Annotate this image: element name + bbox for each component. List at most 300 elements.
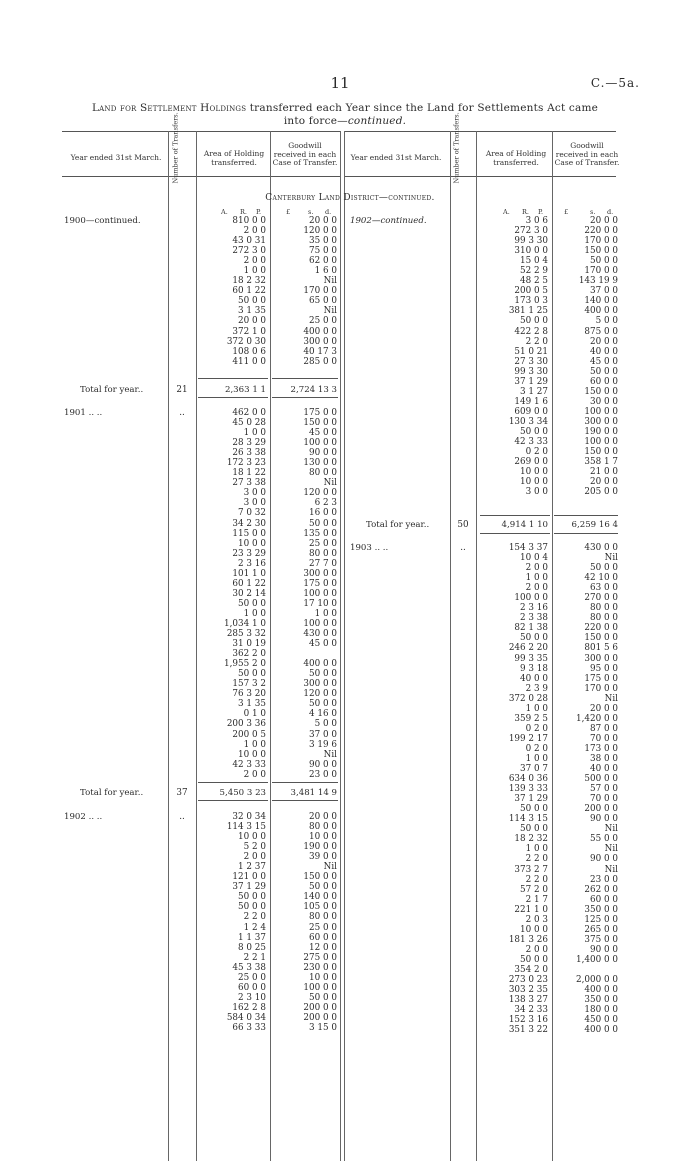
table-cell: 372 0 28 — [508, 693, 548, 704]
transfers-1901: .. — [179, 408, 185, 418]
table-cell: 0 2 0 — [525, 723, 548, 734]
table-cell: 50 0 0 — [309, 882, 337, 893]
table-cell: Nil — [323, 306, 337, 317]
table-cell: 175 0 0 — [303, 578, 337, 589]
table-cell: 50 0 0 — [590, 563, 618, 574]
table-cell: 50 0 0 — [590, 256, 618, 267]
year-label-1900 — [64, 216, 141, 226]
header-goodwill-right: Goodwill received in each Case of Transfer. — [554, 141, 620, 167]
table-cell: 50 0 0 — [238, 892, 266, 903]
table-cell: 373 2 7 — [514, 864, 548, 875]
table-cell: 80 0 0 — [309, 468, 337, 479]
table-cell: 37 0 0 — [309, 729, 337, 740]
table-cell: 3 0 0 — [243, 488, 266, 499]
table-cell: 10 0 0 — [238, 749, 266, 760]
table-cell: 2 3 16 — [520, 603, 548, 614]
table-cell: 28 3 29 — [232, 438, 266, 449]
table-cell: 411 0 0 — [232, 356, 266, 367]
table-cell: 149 1 6 — [514, 396, 548, 407]
table-cell: 265 0 0 — [584, 924, 618, 935]
table-cell: 80 0 0 — [309, 912, 337, 923]
table-cell: 8 0 25 — [238, 942, 266, 953]
table-cell: 200 0 0 — [303, 1012, 337, 1023]
total-rule — [198, 800, 268, 801]
table-cell: 10 0 0 — [309, 832, 337, 843]
table-cell: 100 0 0 — [303, 438, 337, 449]
table-cell: Nil — [323, 862, 337, 873]
table-cell: 34 2 30 — [232, 518, 266, 529]
table-cell: 65 0 0 — [309, 296, 337, 307]
table-cell: 100 0 0 — [303, 618, 337, 629]
table-cell — [554, 965, 618, 975]
table-cell: 300 0 0 — [584, 653, 618, 664]
table-cell: 5 2 0 — [243, 842, 266, 853]
table-cell: 2 3 16 — [238, 558, 266, 569]
table-cell: 20 0 0 — [309, 812, 337, 822]
total-area-1902: 4,914 1 10 — [501, 520, 548, 530]
table-cell: 3 0 0 — [525, 487, 548, 498]
table-cell: 1 0 0 — [243, 739, 266, 750]
total-transfers-1902: 50 — [457, 520, 469, 530]
table-cell: 205 0 0 — [584, 487, 618, 498]
table-cell: 60 0 0 — [590, 894, 618, 905]
table-cell: 60 1 22 — [232, 286, 266, 297]
table-cell: 100 0 0 — [514, 593, 548, 604]
table-cell: 87 0 0 — [590, 723, 618, 734]
table-cell: 17 10 0 — [303, 598, 337, 609]
table-cell: 1 6 0 — [314, 266, 337, 277]
table-cell: 1 0 0 — [525, 844, 548, 855]
table-cell: 25 0 0 — [309, 538, 337, 549]
table-cell: 1 0 0 — [525, 573, 548, 584]
table-cell: 2 3 38 — [520, 613, 548, 624]
table-cell: 2 2 0 — [243, 912, 266, 923]
table-cell: 400 0 0 — [584, 1025, 618, 1036]
table-cell: 358 1 7 — [584, 457, 618, 468]
table-cell: 99 3 35 — [514, 653, 548, 664]
table-cell: 80 0 0 — [309, 548, 337, 559]
table-cell: 500 0 0 — [584, 774, 618, 785]
total-goodwill-1900: 2,724 13 3 — [290, 385, 337, 395]
table-cell: 50 0 0 — [309, 669, 337, 680]
table-cell: 143 19 9 — [578, 276, 618, 287]
table-cell: 246 2 20 — [508, 643, 548, 654]
table-cell: 45 0 28 — [232, 418, 266, 429]
table-cell: 351 3 22 — [508, 1025, 548, 1036]
table-cell: 50 0 0 — [238, 669, 266, 680]
total-rule — [554, 533, 618, 534]
unit-pounds: £ — [286, 208, 291, 216]
total-label-1900: Total for year.. — [80, 385, 144, 395]
table-cell: 80 0 0 — [590, 613, 618, 624]
total-label-1902: Total for year.. — [366, 520, 430, 530]
table-cell: 180 0 0 — [584, 1005, 618, 1016]
table-cell: 230 0 0 — [303, 962, 337, 973]
year-label-1901: 1901 .. .. — [64, 408, 103, 418]
table-cell: 2 0 3 — [525, 914, 548, 925]
table-cell: 270 0 0 — [584, 593, 618, 604]
table-cell: Nil — [604, 844, 618, 855]
table-cell: 50 0 0 — [520, 633, 548, 644]
table-cell: 100 0 0 — [584, 406, 618, 417]
table-cell: 175 0 0 — [584, 673, 618, 684]
column-rule — [340, 131, 341, 1161]
table-cell: 303 2 35 — [508, 985, 548, 996]
table-cell: 90 0 0 — [590, 814, 618, 825]
table-cell: 2 0 0 — [525, 563, 548, 574]
table-cell: 125 0 0 — [584, 914, 618, 925]
table-cell: 2 0 0 — [243, 852, 266, 863]
table-cell: 101 1 0 — [232, 568, 266, 579]
table-cell: 70 0 0 — [590, 794, 618, 805]
table-cell: 2 3 9 — [525, 683, 548, 694]
table-cell: 75 0 0 — [309, 246, 337, 257]
table-cell: 375 0 0 — [584, 934, 618, 945]
table-cell: 1,034 1 0 — [224, 618, 266, 629]
column-rule — [270, 131, 271, 1161]
total-rule — [198, 378, 268, 379]
table-cell: 37 1 29 — [514, 794, 548, 805]
table-cell: 95 0 0 — [590, 663, 618, 674]
unit-acres: A. — [221, 208, 228, 216]
title-continued: continued. — [347, 115, 407, 127]
table-cell: 20 0 0 — [590, 703, 618, 714]
table-cell: 90 0 0 — [590, 854, 618, 865]
table-cell: 50 0 0 — [309, 699, 337, 710]
table-cell: 150 0 0 — [584, 633, 618, 644]
table-cell: 3 1 35 — [238, 699, 266, 710]
table-cell: 400 0 0 — [303, 326, 337, 337]
table-cell: 50 0 0 — [590, 366, 618, 377]
table-cell: 1 0 0 — [243, 266, 266, 277]
table-cell: 66 3 33 — [232, 1022, 266, 1033]
total-rule — [480, 515, 550, 516]
table-cell: 150 0 0 — [584, 246, 618, 257]
unit-pence: d. — [325, 208, 332, 216]
table-cell: 20 0 0 — [309, 216, 337, 226]
table-cell: 50 0 0 — [238, 598, 266, 609]
table-cell: 32 0 34 — [232, 812, 266, 822]
table-cell: 140 0 0 — [303, 892, 337, 903]
table-cell: 27 3 38 — [232, 478, 266, 489]
table-cell: 1 0 0 — [243, 608, 266, 619]
table-cell: 162 2 8 — [232, 1002, 266, 1013]
header-goodwill-left: Goodwill received in each Case of Transfer. — [272, 141, 338, 167]
table-cell: 3 1 35 — [238, 306, 266, 317]
table-cell: 18 2 32 — [232, 276, 266, 287]
page-title — [60, 102, 630, 128]
title-smallcaps: Land for Settlement Holdings — [91, 102, 247, 114]
table-cell: 100 0 0 — [303, 588, 337, 599]
table-cell: Nil — [604, 824, 618, 835]
table-cell: 0 1 0 — [243, 709, 266, 720]
table-cell: 3 0 6 — [525, 216, 548, 226]
header-top-rule-right — [344, 131, 616, 132]
year-label-1902-continued — [350, 216, 427, 226]
table-cell: 300 0 0 — [303, 679, 337, 690]
table-cell: 40 0 0 — [590, 764, 618, 775]
table-cell: 3 0 0 — [243, 498, 266, 509]
area-column-1903 — [480, 543, 548, 1035]
column-rule — [168, 131, 169, 1161]
bracket — [552, 964, 557, 984]
transfers-1902: .. — [179, 812, 185, 822]
table-cell: 5 0 0 — [314, 719, 337, 730]
table-cell: 150 0 0 — [584, 386, 618, 397]
total-transfers-1901: 37 — [176, 788, 188, 798]
table-cell: 60 1 22 — [232, 578, 266, 589]
total-area-1900: 2,363 1 1 — [224, 385, 266, 395]
table-cell: 31 0 19 — [232, 639, 266, 650]
unit-shillings: s. — [308, 208, 314, 216]
table-cell: 275 0 0 — [303, 952, 337, 963]
table-cell: 221 1 0 — [514, 904, 548, 915]
total-goodwill-1901: 3,481 14 9 — [290, 788, 337, 798]
table-cell: 1 1 37 — [238, 932, 266, 943]
table-cell: 114 3 15 — [226, 822, 266, 833]
table-cell: 285 3 32 — [226, 629, 266, 640]
table-cell: 1 0 0 — [243, 428, 266, 439]
table-cell: 90 0 0 — [590, 944, 618, 955]
table-cell: 51 0 21 — [514, 346, 548, 357]
table-cell: 20 0 0 — [238, 316, 266, 327]
table-cell: 400 0 0 — [584, 306, 618, 317]
table-cell: 40 17 3 — [303, 346, 337, 357]
column-rule — [552, 131, 553, 1161]
table-cell: 40 0 0 — [520, 673, 548, 684]
table-cell: 3 15 0 — [309, 1022, 337, 1033]
table-cell: 430 0 0 — [303, 629, 337, 640]
table-cell: 359 2 5 — [514, 713, 548, 724]
table-cell: 138 3 27 — [508, 995, 548, 1006]
year-label-text: 1902—continued. — [350, 216, 427, 226]
table-cell: Nil — [604, 553, 618, 564]
table-cell: 115 0 0 — [232, 528, 266, 539]
table-cell: 50 0 0 — [520, 954, 548, 965]
table-cell: 172 3 23 — [226, 458, 266, 469]
table-cell: 2 1 7 — [525, 894, 548, 905]
table-cell: 10 0 0 — [520, 467, 548, 478]
table-cell: 2 0 0 — [243, 256, 266, 267]
header-transfers-right: Number of Transfers. — [452, 112, 461, 184]
table-cell: 120 0 0 — [303, 488, 337, 499]
table-cell: 1,955 2 0 — [224, 659, 266, 670]
table-cell: 130 3 34 — [508, 416, 548, 427]
table-cell: 190 0 0 — [303, 842, 337, 853]
table-cell: 121 0 0 — [232, 872, 266, 883]
table-cell: 57 0 0 — [590, 784, 618, 795]
table-cell: 50 0 0 — [520, 804, 548, 815]
total-label-1901: Total for year.. — [80, 788, 144, 798]
unit-perches: P. — [256, 208, 262, 216]
table-cell: 350 0 0 — [584, 904, 618, 915]
total-goodwill-1902: 6,259 16 4 — [571, 520, 618, 530]
table-cell: 76 3 20 — [232, 689, 266, 700]
table-cell: 175 0 0 — [303, 408, 337, 418]
header-bottom-rule-right — [344, 176, 616, 177]
table-cell: 269 0 0 — [514, 457, 548, 468]
column-rule — [344, 131, 345, 1161]
table-cell: 2 0 0 — [525, 583, 548, 594]
table-cell: 45 3 38 — [232, 962, 266, 973]
table-cell: 10 0 0 — [238, 832, 266, 843]
table-cell: 200 3 36 — [226, 719, 266, 730]
table-cell: 12 0 0 — [309, 942, 337, 953]
table-cell: 37 0 0 — [590, 286, 618, 297]
table-cell: 43 0 31 — [232, 236, 266, 247]
goodwill-column-1901 — [272, 408, 337, 780]
table-cell: 220 0 0 — [584, 226, 618, 237]
table-cell: 37 0 7 — [520, 764, 548, 775]
table-cell: 55 0 0 — [590, 834, 618, 845]
table-cell: 20 0 0 — [590, 336, 618, 347]
table-cell: 100 0 0 — [584, 437, 618, 448]
table-cell: 2 2 1 — [243, 952, 266, 963]
table-cell: 3 19 6 — [309, 739, 337, 750]
table-cell: 609 0 0 — [514, 406, 548, 417]
total-rule — [272, 800, 338, 801]
table-cell: 50 0 0 — [238, 296, 266, 307]
table-cell: 199 2 17 — [508, 733, 548, 744]
table-cell: 310 0 0 — [514, 246, 548, 257]
bracket — [270, 650, 275, 670]
table-cell: 23 0 0 — [309, 769, 337, 780]
table-cell: 20 0 0 — [590, 216, 618, 226]
header-transfers-left: Number of Transfers. — [171, 112, 180, 184]
table-cell: 45 0 0 — [309, 639, 337, 650]
table-cell: 10 0 4 — [520, 553, 548, 564]
table-cell: 50 0 0 — [309, 992, 337, 1003]
header-bottom-rule-left — [62, 176, 340, 177]
table-cell: 99 3 30 — [514, 236, 548, 247]
goodwill-column-1903 — [554, 543, 618, 1035]
total-rule — [198, 397, 268, 398]
table-cell: 810 0 0 — [232, 216, 266, 226]
table-cell: 50 0 0 — [520, 824, 548, 835]
column-rule — [196, 131, 197, 1161]
total-rule — [272, 782, 338, 783]
table-cell: 2 2 0 — [525, 336, 548, 347]
table-cell: 584 0 34 — [226, 1012, 266, 1023]
district-heading: Canterbury Land District—continued. — [265, 193, 435, 203]
total-rule — [198, 782, 268, 783]
table-cell: Nil — [323, 276, 337, 287]
table-cell: 60 0 0 — [590, 376, 618, 387]
table-cell: 45 0 0 — [309, 428, 337, 439]
table-cell: 10 0 0 — [520, 924, 548, 935]
table-cell: 2 3 10 — [238, 992, 266, 1003]
table-cell: 200 0 0 — [303, 1002, 337, 1013]
table-cell: 38 0 0 — [590, 753, 618, 764]
table-cell: 48 2 5 — [520, 276, 548, 287]
table-cell: 90 0 0 — [309, 448, 337, 459]
table-cell: 170 0 0 — [584, 683, 618, 694]
table-cell: 15 0 4 — [520, 256, 548, 267]
table-cell: 372 0 30 — [226, 336, 266, 347]
table-cell: 173 0 0 — [584, 743, 618, 754]
table-cell: 27 3 30 — [514, 356, 548, 367]
table-cell: 2 0 0 — [243, 226, 266, 237]
table-cell: 300 0 0 — [303, 568, 337, 579]
table-cell: 18 2 32 — [514, 834, 548, 845]
unit-perches: P. — [538, 208, 544, 216]
table-cell: 45 0 0 — [590, 356, 618, 367]
table-cell: 42 10 0 — [584, 573, 618, 584]
table-cell: 1 2 37 — [238, 862, 266, 873]
table-cell: 272 3 0 — [232, 246, 266, 257]
page-number: 11 — [330, 74, 350, 92]
table-cell: 170 0 0 — [584, 236, 618, 247]
table-cell: 875 0 0 — [584, 326, 618, 337]
table-cell: 62 0 0 — [309, 256, 337, 267]
table-cell: 272 3 0 — [514, 226, 548, 237]
table-cell: 0 2 0 — [525, 743, 548, 754]
table-cell: 2 0 0 — [243, 769, 266, 780]
goodwill-column-1902-right — [554, 216, 618, 497]
table-cell: 1 0 0 — [525, 703, 548, 714]
table-cell: 170 0 0 — [303, 286, 337, 297]
table-cell: 4 16 0 — [309, 709, 337, 720]
table-cell: 170 0 0 — [584, 266, 618, 277]
table-cell: 50 0 0 — [309, 518, 337, 529]
table-cell: 634 0 36 — [508, 774, 548, 785]
year-label-1902: 1902 .. .. — [64, 812, 103, 822]
table-cell: 400 0 0 — [303, 659, 337, 670]
table-cell: 1 0 0 — [314, 608, 337, 619]
table-cell: 154 3 37 — [508, 543, 548, 553]
table-cell: 381 1 25 — [508, 306, 548, 317]
area-column-1900 — [198, 216, 266, 367]
table-cell: 6 2 3 — [314, 498, 337, 509]
table-cell: 3 1 27 — [520, 386, 548, 397]
table-cell: 99 3 30 — [514, 366, 548, 377]
table-cell: 200 0 0 — [584, 804, 618, 815]
goodwill-column-1900 — [272, 216, 337, 367]
table-cell: 42 3 33 — [232, 759, 266, 770]
table-cell: 60 0 0 — [309, 932, 337, 943]
table-cell: 40 0 0 — [590, 346, 618, 357]
table-cell: 1 2 4 — [243, 922, 266, 933]
table-cell: 130 0 0 — [303, 458, 337, 469]
table-cell: Nil — [604, 693, 618, 704]
table-cell: 181 3 26 — [508, 934, 548, 945]
table-cell: 27 7 0 — [309, 558, 337, 569]
table-cell: 50 0 0 — [238, 902, 266, 913]
table-cell: 150 0 0 — [303, 418, 337, 429]
total-rule — [272, 397, 338, 398]
table-cell: 173 0 3 — [514, 296, 548, 307]
table-cell: 9 3 18 — [520, 663, 548, 674]
table-cell: 21 0 0 — [590, 467, 618, 478]
table-cell: 120 0 0 — [303, 689, 337, 700]
table-cell: 150 0 0 — [303, 872, 337, 883]
table-cell: 1 0 0 — [525, 753, 548, 764]
table-cell: 0 2 0 — [525, 447, 548, 458]
table-cell: 80 0 0 — [309, 822, 337, 833]
table-cell: 25 0 0 — [309, 316, 337, 327]
table-cell: 2 2 0 — [525, 874, 548, 885]
table-cell: Nil — [323, 749, 337, 760]
table-cell: 1,420 0 0 — [576, 713, 618, 724]
table-cell: 430 0 0 — [584, 543, 618, 553]
table-cell: 120 0 0 — [303, 226, 337, 237]
table-cell: 57 2 0 — [520, 884, 548, 895]
total-rule — [480, 533, 550, 534]
table-cell: Nil — [323, 478, 337, 489]
table-cell: 7 0 32 — [238, 508, 266, 519]
table-cell: 300 0 0 — [584, 416, 618, 427]
table-cell: 150 0 0 — [584, 447, 618, 458]
